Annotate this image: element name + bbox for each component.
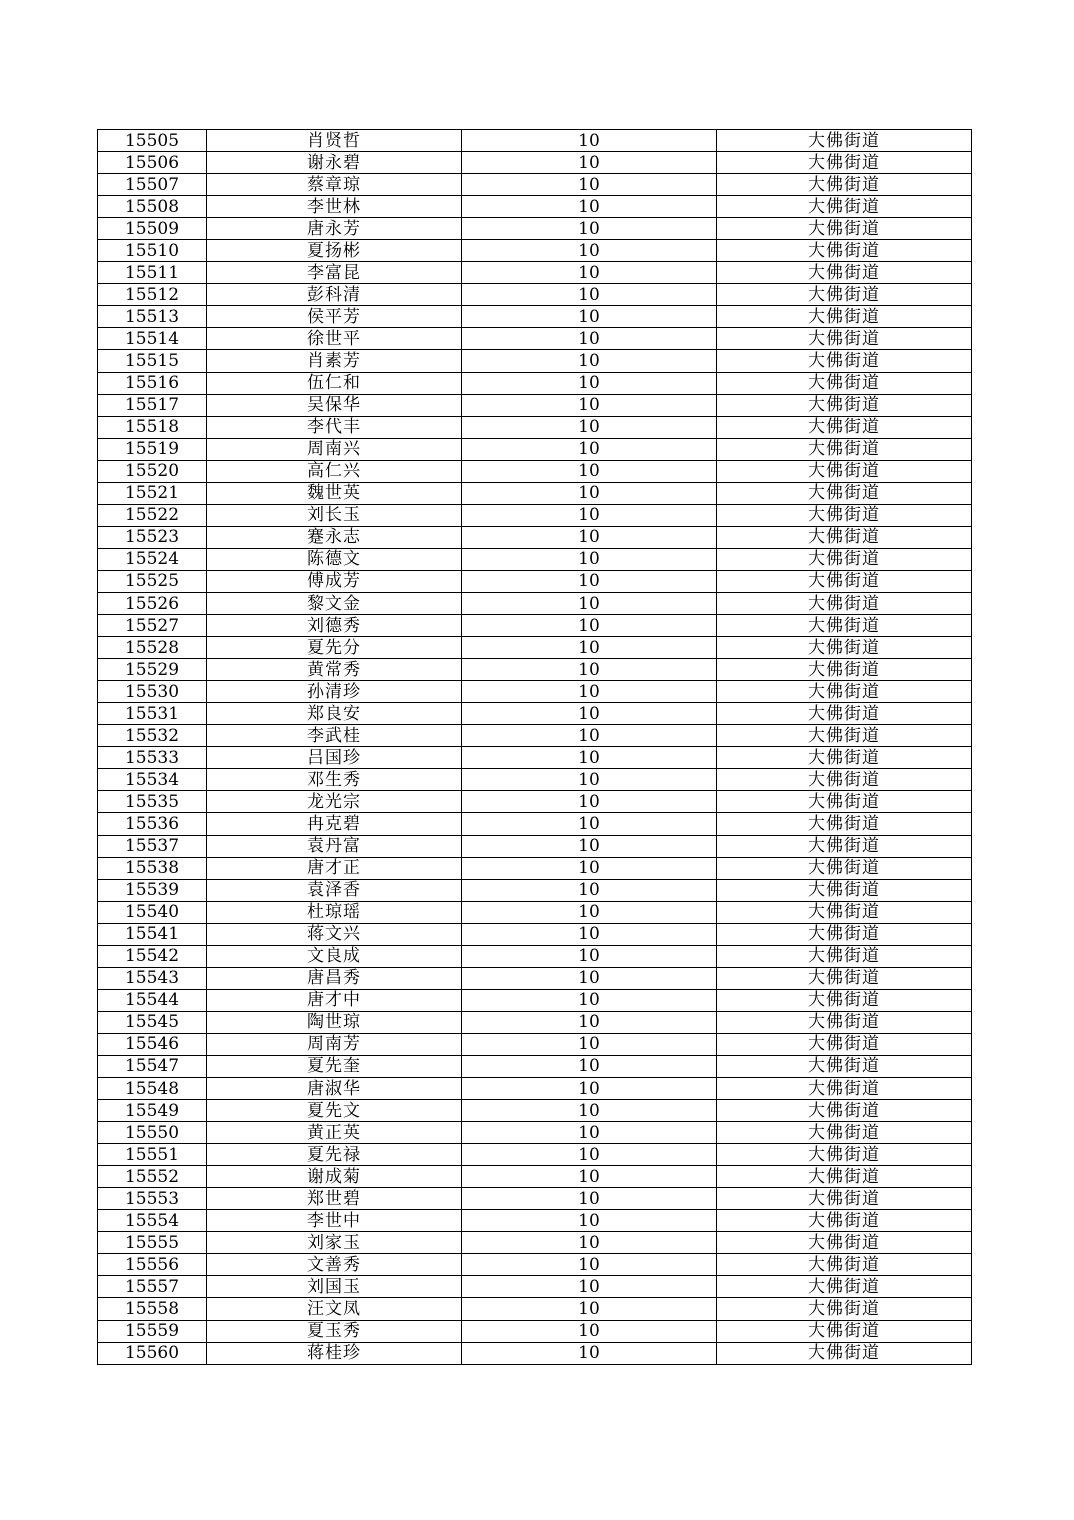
person-name-cell: 刘国玉	[207, 1276, 462, 1298]
table-row	[98, 328, 972, 350]
table-row	[98, 659, 972, 681]
subdistrict-cell: 大佛街道	[717, 1298, 972, 1320]
serial-number-cell: 15540	[98, 901, 207, 923]
amount-cell: 10	[462, 240, 717, 262]
amount-cell: 10	[462, 681, 717, 703]
subdistrict-cell: 大佛街道	[717, 681, 972, 703]
table-row	[98, 901, 972, 923]
subdistrict-cell: 大佛街道	[717, 1232, 972, 1254]
amount-cell: 10	[462, 1166, 717, 1188]
subdistrict-cell: 大佛街道	[717, 504, 972, 526]
person-name-cell: 黄正英	[207, 1122, 462, 1144]
subdistrict-cell: 大佛街道	[717, 637, 972, 659]
table-row	[98, 394, 972, 416]
person-name-cell: 夏先奎	[207, 1055, 462, 1077]
person-name-cell: 孙清珍	[207, 681, 462, 703]
amount-cell: 10	[462, 967, 717, 989]
serial-number-cell: 15515	[98, 350, 207, 372]
subdistrict-cell: 大佛街道	[717, 879, 972, 901]
subdistrict-cell: 大佛街道	[717, 1144, 972, 1166]
table-row	[98, 835, 972, 857]
subdistrict-cell: 大佛街道	[717, 945, 972, 967]
serial-number-cell: 15524	[98, 548, 207, 570]
serial-number-cell: 15545	[98, 1011, 207, 1033]
person-name-cell: 黄常秀	[207, 659, 462, 681]
amount-cell: 10	[462, 174, 717, 196]
serial-number-cell: 15509	[98, 218, 207, 240]
amount-cell: 10	[462, 130, 717, 152]
person-name-cell: 周南兴	[207, 438, 462, 460]
subdistrict-cell: 大佛街道	[717, 416, 972, 438]
person-name-cell: 李世中	[207, 1210, 462, 1232]
person-name-cell: 魏世英	[207, 482, 462, 504]
amount-cell: 10	[462, 592, 717, 614]
serial-number-cell: 15547	[98, 1055, 207, 1077]
table-row	[98, 438, 972, 460]
serial-number-cell: 15529	[98, 659, 207, 681]
amount-cell: 10	[462, 372, 717, 394]
amount-cell: 10	[462, 1232, 717, 1254]
subdistrict-cell: 大佛街道	[717, 813, 972, 835]
subdistrict-cell: 大佛街道	[717, 1254, 972, 1276]
serial-number-cell: 15518	[98, 416, 207, 438]
subdistrict-cell: 大佛街道	[717, 328, 972, 350]
table-row	[98, 791, 972, 813]
serial-number-cell: 15549	[98, 1100, 207, 1122]
table-row	[98, 152, 972, 174]
person-name-cell: 肖贤哲	[207, 130, 462, 152]
subdistrict-cell: 大佛街道	[717, 857, 972, 879]
amount-cell: 10	[462, 438, 717, 460]
amount-cell: 10	[462, 350, 717, 372]
subdistrict-cell: 大佛街道	[717, 174, 972, 196]
person-name-cell: 唐才中	[207, 989, 462, 1011]
serial-number-cell: 15528	[98, 637, 207, 659]
amount-cell: 10	[462, 813, 717, 835]
person-name-cell: 谢永碧	[207, 152, 462, 174]
serial-number-cell: 15550	[98, 1122, 207, 1144]
amount-cell: 10	[462, 394, 717, 416]
serial-number-cell: 15511	[98, 262, 207, 284]
person-name-cell: 蔡章琼	[207, 174, 462, 196]
serial-number-cell: 15554	[98, 1210, 207, 1232]
person-name-cell: 袁丹富	[207, 835, 462, 857]
subdistrict-cell: 大佛街道	[717, 1078, 972, 1100]
person-name-cell: 唐昌秀	[207, 967, 462, 989]
subdistrict-cell: 大佛街道	[717, 1166, 972, 1188]
table-row	[98, 725, 972, 747]
table-row	[98, 218, 972, 240]
subdistrict-cell: 大佛街道	[717, 1342, 972, 1364]
amount-cell: 10	[462, 1144, 717, 1166]
amount-cell: 10	[462, 262, 717, 284]
subdistrict-cell: 大佛街道	[717, 791, 972, 813]
serial-number-cell: 15537	[98, 835, 207, 857]
person-name-cell: 杜琼瑶	[207, 901, 462, 923]
amount-cell: 10	[462, 504, 717, 526]
table-row	[98, 1188, 972, 1210]
person-name-cell: 李富昆	[207, 262, 462, 284]
person-name-cell: 谢成菊	[207, 1166, 462, 1188]
amount-cell: 10	[462, 570, 717, 592]
table-row	[98, 284, 972, 306]
subdistrict-cell: 大佛街道	[717, 350, 972, 372]
table-row	[98, 1078, 972, 1100]
person-name-cell: 唐才正	[207, 857, 462, 879]
serial-number-cell: 15548	[98, 1078, 207, 1100]
table-row	[98, 1011, 972, 1033]
table-row	[98, 1276, 972, 1298]
table-row	[98, 1342, 972, 1364]
subdistrict-cell: 大佛街道	[717, 438, 972, 460]
table-row	[98, 747, 972, 769]
serial-number-cell: 15519	[98, 438, 207, 460]
serial-number-cell: 15505	[98, 130, 207, 152]
table-row	[98, 703, 972, 725]
person-name-cell: 袁泽香	[207, 879, 462, 901]
subdistrict-cell: 大佛街道	[717, 989, 972, 1011]
amount-cell: 10	[462, 725, 717, 747]
person-name-cell: 肖素芳	[207, 350, 462, 372]
subdistrict-cell: 大佛街道	[717, 1188, 972, 1210]
table-row	[98, 857, 972, 879]
amount-cell: 10	[462, 416, 717, 438]
subdistrict-cell: 大佛街道	[717, 703, 972, 725]
serial-number-cell: 15541	[98, 923, 207, 945]
person-name-cell: 蹇永志	[207, 526, 462, 548]
amount-cell: 10	[462, 1100, 717, 1122]
serial-number-cell: 15507	[98, 174, 207, 196]
amount-cell: 10	[462, 857, 717, 879]
subdistrict-cell: 大佛街道	[717, 548, 972, 570]
amount-cell: 10	[462, 879, 717, 901]
subdistrict-cell: 大佛街道	[717, 1055, 972, 1077]
subdistrict-cell: 大佛街道	[717, 1210, 972, 1232]
person-name-cell: 陶世琼	[207, 1011, 462, 1033]
serial-number-cell: 15516	[98, 372, 207, 394]
person-name-cell: 李代丰	[207, 416, 462, 438]
serial-number-cell: 15559	[98, 1320, 207, 1342]
subdistrict-cell: 大佛街道	[717, 901, 972, 923]
person-name-cell: 龙光宗	[207, 791, 462, 813]
person-name-cell: 刘德秀	[207, 615, 462, 637]
serial-number-cell: 15530	[98, 681, 207, 703]
subdistrict-cell: 大佛街道	[717, 1320, 972, 1342]
person-name-cell: 蒋文兴	[207, 923, 462, 945]
serial-number-cell: 15543	[98, 967, 207, 989]
person-name-cell: 李世林	[207, 196, 462, 218]
serial-number-cell: 15512	[98, 284, 207, 306]
table-row	[98, 1100, 972, 1122]
serial-number-cell: 15513	[98, 306, 207, 328]
table-row	[98, 174, 972, 196]
table-row	[98, 637, 972, 659]
table-row	[98, 1055, 972, 1077]
serial-number-cell: 15522	[98, 504, 207, 526]
subdistrict-cell: 大佛街道	[717, 615, 972, 637]
table-row	[98, 570, 972, 592]
serial-number-cell: 15544	[98, 989, 207, 1011]
serial-number-cell: 15557	[98, 1276, 207, 1298]
serial-number-cell: 15542	[98, 945, 207, 967]
serial-number-cell: 15521	[98, 482, 207, 504]
subdistrict-cell: 大佛街道	[717, 372, 972, 394]
amount-cell: 10	[462, 703, 717, 725]
serial-number-cell: 15525	[98, 570, 207, 592]
subdistrict-cell: 大佛街道	[717, 526, 972, 548]
serial-number-cell: 15517	[98, 394, 207, 416]
subdistrict-cell: 大佛街道	[717, 152, 972, 174]
subdistrict-cell: 大佛街道	[717, 967, 972, 989]
serial-number-cell: 15536	[98, 813, 207, 835]
serial-number-cell: 15558	[98, 1298, 207, 1320]
amount-cell: 10	[462, 747, 717, 769]
subdistrict-cell: 大佛街道	[717, 306, 972, 328]
amount-cell: 10	[462, 1078, 717, 1100]
table-row	[98, 592, 972, 614]
subdistrict-cell: 大佛街道	[717, 482, 972, 504]
person-name-cell: 邓生秀	[207, 769, 462, 791]
serial-number-cell: 15555	[98, 1232, 207, 1254]
serial-number-cell: 15552	[98, 1166, 207, 1188]
table-row	[98, 504, 972, 526]
person-name-cell: 彭科清	[207, 284, 462, 306]
person-name-cell: 蒋桂珍	[207, 1342, 462, 1364]
table-row	[98, 681, 972, 703]
subdistrict-cell: 大佛街道	[717, 394, 972, 416]
table-row	[98, 1298, 972, 1320]
subdistrict-cell: 大佛街道	[717, 923, 972, 945]
serial-number-cell: 15551	[98, 1144, 207, 1166]
serial-number-cell: 15533	[98, 747, 207, 769]
person-name-cell: 夏玉秀	[207, 1320, 462, 1342]
amount-cell: 10	[462, 637, 717, 659]
serial-number-cell: 15523	[98, 526, 207, 548]
person-name-cell: 文良成	[207, 945, 462, 967]
amount-cell: 10	[462, 1122, 717, 1144]
amount-cell: 10	[462, 196, 717, 218]
subdistrict-cell: 大佛街道	[717, 1122, 972, 1144]
amount-cell: 10	[462, 328, 717, 350]
subdistrict-cell: 大佛街道	[717, 218, 972, 240]
serial-number-cell: 15514	[98, 328, 207, 350]
person-name-cell: 傅成芳	[207, 570, 462, 592]
person-name-cell: 周南芳	[207, 1033, 462, 1055]
serial-number-cell: 15526	[98, 592, 207, 614]
amount-cell: 10	[462, 901, 717, 923]
table-row	[98, 967, 972, 989]
person-name-cell: 冉克碧	[207, 813, 462, 835]
amount-cell: 10	[462, 1254, 717, 1276]
table-row	[98, 1232, 972, 1254]
person-name-cell: 侯平芳	[207, 306, 462, 328]
person-name-cell: 夏先文	[207, 1100, 462, 1122]
amount-cell: 10	[462, 923, 717, 945]
amount-cell: 10	[462, 460, 717, 482]
serial-number-cell: 15556	[98, 1254, 207, 1276]
subdistrict-cell: 大佛街道	[717, 1033, 972, 1055]
table-row	[98, 945, 972, 967]
person-name-cell: 刘家玉	[207, 1232, 462, 1254]
serial-number-cell: 15534	[98, 769, 207, 791]
table-row	[98, 240, 972, 262]
roster-table	[97, 129, 972, 1365]
amount-cell: 10	[462, 1320, 717, 1342]
serial-number-cell: 15506	[98, 152, 207, 174]
amount-cell: 10	[462, 152, 717, 174]
subdistrict-cell: 大佛街道	[717, 1276, 972, 1298]
amount-cell: 10	[462, 615, 717, 637]
subdistrict-cell: 大佛街道	[717, 835, 972, 857]
amount-cell: 10	[462, 1188, 717, 1210]
serial-number-cell: 15508	[98, 196, 207, 218]
amount-cell: 10	[462, 218, 717, 240]
amount-cell: 10	[462, 1210, 717, 1232]
table-row	[98, 989, 972, 1011]
table-row	[98, 615, 972, 637]
amount-cell: 10	[462, 482, 717, 504]
serial-number-cell: 15510	[98, 240, 207, 262]
subdistrict-cell: 大佛街道	[717, 659, 972, 681]
person-name-cell: 吕国珍	[207, 747, 462, 769]
amount-cell: 10	[462, 1276, 717, 1298]
table-row	[98, 548, 972, 570]
amount-cell: 10	[462, 791, 717, 813]
person-name-cell: 伍仁和	[207, 372, 462, 394]
amount-cell: 10	[462, 945, 717, 967]
amount-cell: 10	[462, 1055, 717, 1077]
document-page	[97, 129, 971, 1365]
serial-number-cell: 15539	[98, 879, 207, 901]
table-row	[98, 196, 972, 218]
serial-number-cell: 15527	[98, 615, 207, 637]
person-name-cell: 黎文金	[207, 592, 462, 614]
table-row	[98, 1254, 972, 1276]
amount-cell: 10	[462, 548, 717, 570]
amount-cell: 10	[462, 526, 717, 548]
amount-cell: 10	[462, 659, 717, 681]
table-row	[98, 460, 972, 482]
table-row	[98, 1122, 972, 1144]
table-row	[98, 1166, 972, 1188]
person-name-cell: 郑世碧	[207, 1188, 462, 1210]
person-name-cell: 李武桂	[207, 725, 462, 747]
subdistrict-cell: 大佛街道	[717, 1011, 972, 1033]
subdistrict-cell: 大佛街道	[717, 262, 972, 284]
person-name-cell: 吴保华	[207, 394, 462, 416]
subdistrict-cell: 大佛街道	[717, 769, 972, 791]
amount-cell: 10	[462, 284, 717, 306]
serial-number-cell: 15535	[98, 791, 207, 813]
amount-cell: 10	[462, 1033, 717, 1055]
subdistrict-cell: 大佛街道	[717, 196, 972, 218]
table-row	[98, 1320, 972, 1342]
amount-cell: 10	[462, 835, 717, 857]
table-row	[98, 416, 972, 438]
table-row	[98, 372, 972, 394]
person-name-cell: 唐永芳	[207, 218, 462, 240]
person-name-cell: 夏扬彬	[207, 240, 462, 262]
amount-cell: 10	[462, 1011, 717, 1033]
amount-cell: 10	[462, 989, 717, 1011]
subdistrict-cell: 大佛街道	[717, 130, 972, 152]
serial-number-cell: 15531	[98, 703, 207, 725]
table-row	[98, 526, 972, 548]
subdistrict-cell: 大佛街道	[717, 570, 972, 592]
person-name-cell: 高仁兴	[207, 460, 462, 482]
table-row	[98, 130, 972, 152]
table-row	[98, 769, 972, 791]
amount-cell: 10	[462, 306, 717, 328]
table-row	[98, 1033, 972, 1055]
person-name-cell: 夏先禄	[207, 1144, 462, 1166]
serial-number-cell: 15553	[98, 1188, 207, 1210]
person-name-cell: 郑良安	[207, 703, 462, 725]
table-row	[98, 879, 972, 901]
serial-number-cell: 15560	[98, 1342, 207, 1364]
amount-cell: 10	[462, 1298, 717, 1320]
person-name-cell: 陈德文	[207, 548, 462, 570]
serial-number-cell: 15538	[98, 857, 207, 879]
person-name-cell: 徐世平	[207, 328, 462, 350]
subdistrict-cell: 大佛街道	[717, 284, 972, 306]
person-name-cell: 唐淑华	[207, 1078, 462, 1100]
table-row	[98, 923, 972, 945]
person-name-cell: 夏先分	[207, 637, 462, 659]
amount-cell: 10	[462, 1342, 717, 1364]
roster-table-body	[98, 130, 972, 1365]
person-name-cell: 文善秀	[207, 1254, 462, 1276]
serial-number-cell: 15520	[98, 460, 207, 482]
subdistrict-cell: 大佛街道	[717, 1100, 972, 1122]
table-row	[98, 262, 972, 284]
table-row	[98, 1210, 972, 1232]
person-name-cell: 刘长玉	[207, 504, 462, 526]
subdistrict-cell: 大佛街道	[717, 725, 972, 747]
subdistrict-cell: 大佛街道	[717, 460, 972, 482]
table-row	[98, 350, 972, 372]
subdistrict-cell: 大佛街道	[717, 240, 972, 262]
serial-number-cell: 15532	[98, 725, 207, 747]
subdistrict-cell: 大佛街道	[717, 592, 972, 614]
table-row	[98, 1144, 972, 1166]
table-row	[98, 306, 972, 328]
person-name-cell: 汪文凤	[207, 1298, 462, 1320]
table-row	[98, 813, 972, 835]
table-row	[98, 482, 972, 504]
serial-number-cell: 15546	[98, 1033, 207, 1055]
amount-cell: 10	[462, 769, 717, 791]
subdistrict-cell: 大佛街道	[717, 747, 972, 769]
